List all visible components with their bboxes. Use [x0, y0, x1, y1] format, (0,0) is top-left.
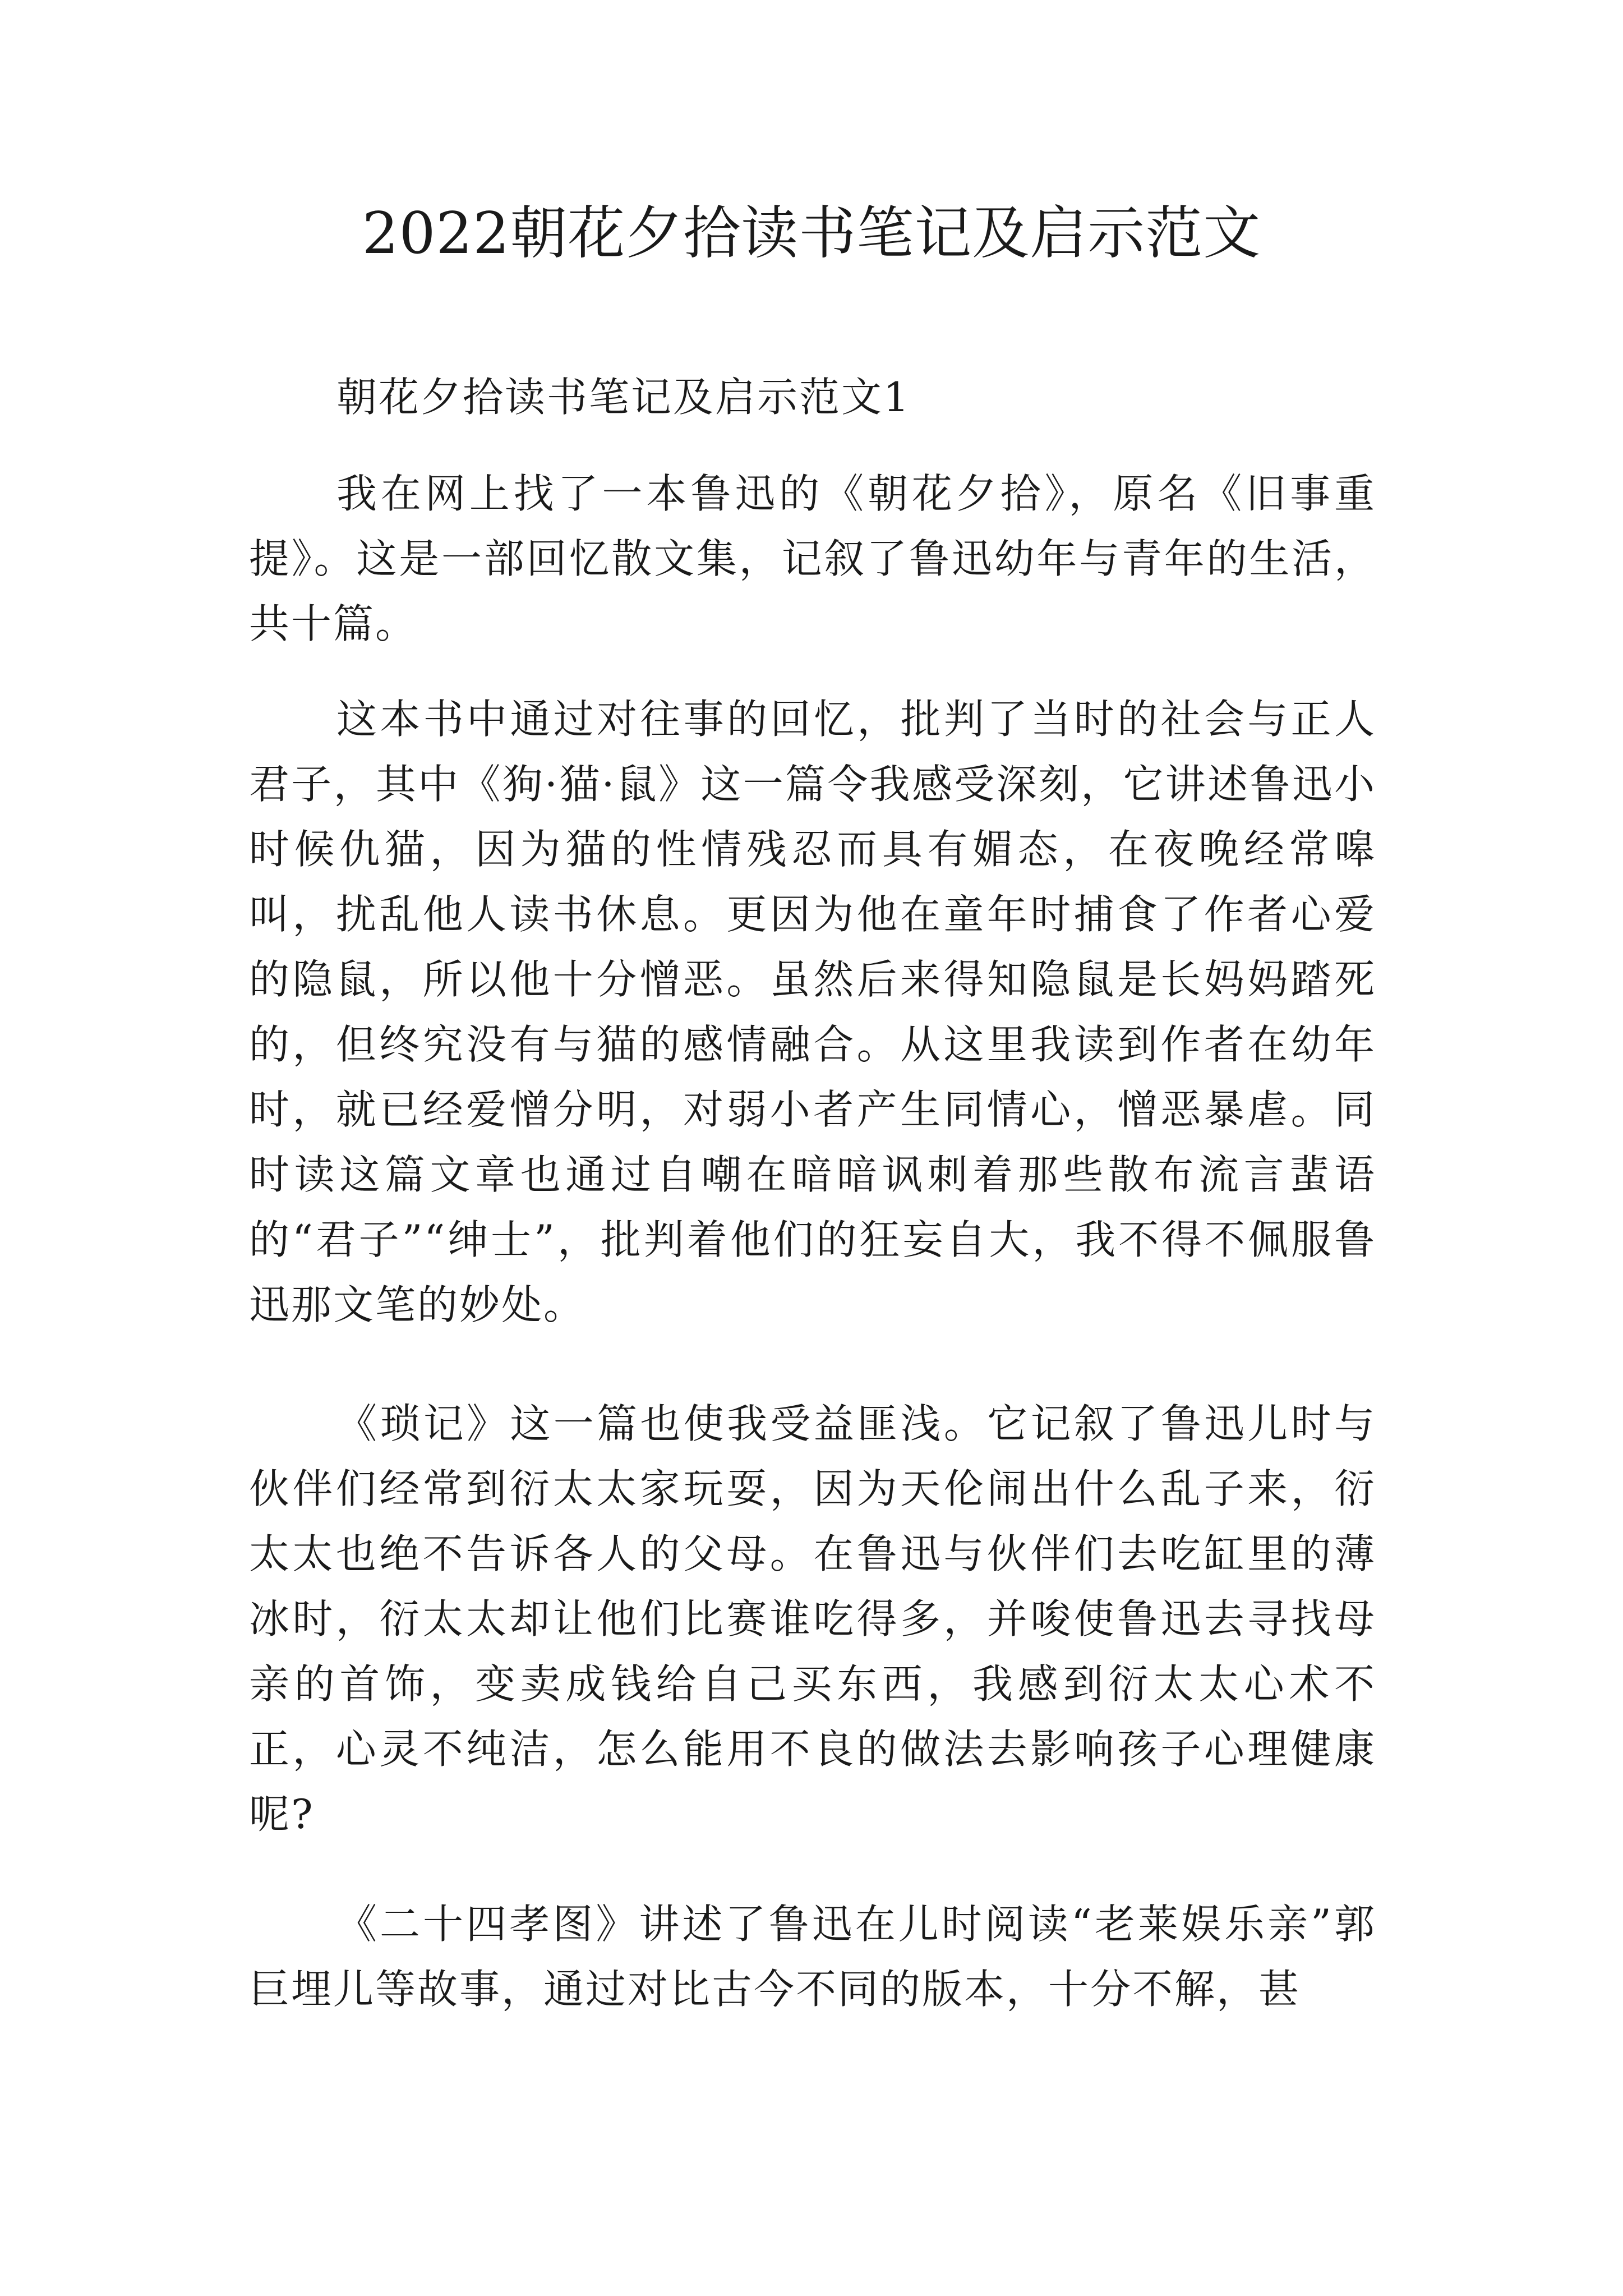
paragraph-3: 《琐记》这一篇也使我受益匪浅。它记叙了鲁迅儿时与伙伴们经常到衍太太家玩耍，因为天伦闹出什么乱子来，衍太太也绝不告诉各人的父母。在鲁迅与伙伴们去吃缸里的薄冰时，衍太太却让他们比赛谁吃得多，并唆使鲁迅去寻找母亲的首饰，变卖成钱给自己买东西，我感到衍太太心术不正，心灵不纯洁，怎么能用不良的做法去影响孩子心理健康呢?: [249, 1400, 1376, 1838]
paragraph-1: 我在网上找了一本鲁迅的《朝花夕拾》，原名《旧事重提》。这是一部回忆散文集，记叙了鲁迅幼年与青年的生活，共十篇。: [249, 470, 1376, 647]
section-heading: 朝花夕拾读书笔记及启示范文1: [336, 374, 911, 421]
paragraph-4: 《二十四孝图》讲述了鲁迅在儿时阅读“老莱娱乐亲”郭巨埋儿等故事，通过对比古今不同的版本，十分不解，甚: [249, 1901, 1376, 2013]
document-title: 2022朝花夕拾读书笔记及启示范文: [362, 200, 1261, 267]
paragraph-2: 这本书中通过对往事的回忆，批判了当时的社会与正人君子，其中《狗·猫·鼠》这一篇令我感受深刻，它讲述鲁迅小时候仇猫，因为猫的性情残忍而具有媚态，在夜晚经常嗥叫，扰乱他人读书休息。更因为他在童年时捕食了作者心爱的隐鼠，所以他十分憎恶。虽然后来得知隐鼠是长妈妈踏死的，但终究没有与猫的感情融合。从这里我读到作者在幼年时，就已经爱憎分明，对弱小者产生同情心，憎恶暴虐。同时读这篇文章也通过自嘲在暗暗讽刺着那些散布流言蜚语的“君子”“绅士”，批判着他们的狂妄自大，我不得不佩服鲁迅那文笔的妙处。: [249, 696, 1376, 1328]
